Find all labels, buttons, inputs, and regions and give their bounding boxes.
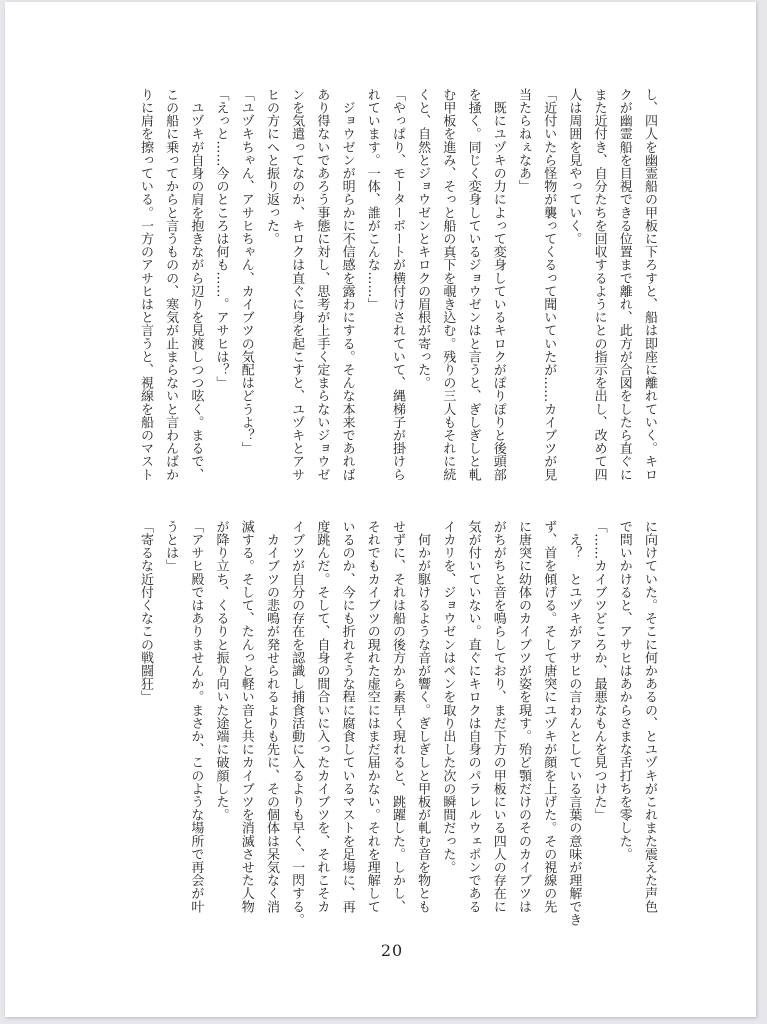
text-column: 人は周囲を見やっていく。 xyxy=(566,88,582,246)
text-column: に唐突に幼体のカイブツが姿を現す。殆ど顎だけのそのカイブツは xyxy=(515,520,531,913)
text-column: また近付き、自分たちを回収するようにとの指示を出し、改めて四 xyxy=(591,88,607,481)
text-column: あり得ないであろう事態に対し、思考が上手く定まらないジョウゼ xyxy=(314,88,330,481)
text-column: イブツが自分の存在を認識し捕食活動に入るよりも早く、一閃する。 xyxy=(289,520,305,927)
text-column: し、四人を幽霊船の甲板に下ろすと、船は即座に離れていく。キロ xyxy=(642,88,657,481)
text-column: ユヅキが自身の肩を抱きながら辺りを見渡しつつ呟く。まるで、 xyxy=(188,88,204,481)
text-column: クが幽霊船を目視できる位置まで離れ、此方が合図をしたら直ぐに xyxy=(616,88,632,481)
page-number: 20 xyxy=(380,941,404,960)
text-column: が降り立ち、くるりと振り向いた途端に破顔した。 xyxy=(213,520,229,822)
text-column: がちがちと音を鳴らしており、まだ下方の甲板にいる四人の存在に xyxy=(490,520,506,913)
text-column: この船に乗ってからと言うものの、寒気が止まらないと言わんばか xyxy=(163,88,179,481)
text-column: を掻く。同じく変身しているジョウゼンはと言うと、ぎしぎしと軋 xyxy=(465,88,481,481)
text-column: に向けていた。そこに何かあるの、とユヅキがこれまた震えた声色 xyxy=(642,520,657,913)
text-column: む甲板を進み、そっと船の真下を覗き込む。残りの三人もそれに続 xyxy=(440,88,456,481)
text-column: くと、自然とジョウゼンとキロクの眉根が寄った。 xyxy=(415,88,431,390)
text-column: ジョウゼンが明らかに不信感を露わにする。そんな本来であれば xyxy=(339,88,355,481)
text-column: うとは」 xyxy=(163,520,179,573)
text-column: せずに、それは船の後方から素早く現れると、跳躍した。しかし、 xyxy=(389,520,405,913)
text-column: ンを気遣ってなのか、キロクは直ぐに身を起こすと、ユヅキとアサ xyxy=(289,88,305,481)
text-column: りに肩を擦っている。一方のアサヒはと言うと、視線を船のマスト xyxy=(137,88,153,481)
text-column: れています。一体、誰がこんな……」 xyxy=(364,88,380,311)
text-column: 「近付いたら怪物が襲ってくるって聞いていたが……カイブツが見 xyxy=(541,88,557,481)
text-block-upper xyxy=(133,88,662,484)
text-column: 「寄るな近付くなこの戦闘狂」 xyxy=(137,520,153,704)
text-block-lower xyxy=(133,520,662,927)
text-column: 「ユヅキちゃん、アサヒちゃん、カイブツの気配はどうよ？」 xyxy=(238,88,254,455)
text-column: で問いかけると、アサヒはあからさまな舌打ちを零した。 xyxy=(616,520,632,861)
text-column: 気が付いていない。直ぐにキロクは自身のパラレルウェポンである xyxy=(465,520,481,913)
text-column: 滅する。そして、たんっと軽い音と共にカイブツを消滅させた人物 xyxy=(238,520,254,913)
text-column: え？ とユヅキがアサヒの言わんとしている言葉の意味が理解でき xyxy=(566,520,582,927)
text-column: 既にユヅキの力によって変身しているキロクがぽりぽりと後頭部 xyxy=(490,88,506,481)
text-column: 当たらねぇなあ」 xyxy=(515,88,531,193)
text-column: 「えっと……今のところは何も……。アサヒは？」 xyxy=(213,88,229,390)
text-column: 度跳んだ。そして、自身の間合いに入ったカイブツを、それこそカ xyxy=(314,520,330,913)
text-column: 何かが駆けるような音が響く。ぎしぎしと甲板が軋む音を物とも xyxy=(415,520,431,913)
text-column: 「やっぱり、モーターボートが横付けされていて、縄梯子が掛けら xyxy=(389,88,405,481)
text-column: 「アサヒ殿ではありませんか。まさか、このような場所で再会が叶 xyxy=(188,520,204,913)
text-column: 「……カイブツどころか、最悪なもんを見つけた」 xyxy=(591,520,607,822)
text-column: いるのか、今にも折れそうな程に腐食しているマストを足場に、再 xyxy=(339,520,355,913)
text-column: それでもカイブツの現れた虚空にはまだ届かない。それを理解して xyxy=(364,520,380,913)
text-column: カイブツの悲鳴が発せられるよりも先に、その個体は呆気なく消 xyxy=(263,520,279,913)
novel-page-sheet xyxy=(5,2,756,1017)
text-column: ず、首を傾げる。そして唐突にユヅキが顔を上げた。その視線の先 xyxy=(541,520,557,913)
text-column: ヒの方にへと振り返った。 xyxy=(263,88,279,246)
text-column: イカリを、ジョウゼンはペンを取り出した次の瞬間だった。 xyxy=(440,520,456,874)
